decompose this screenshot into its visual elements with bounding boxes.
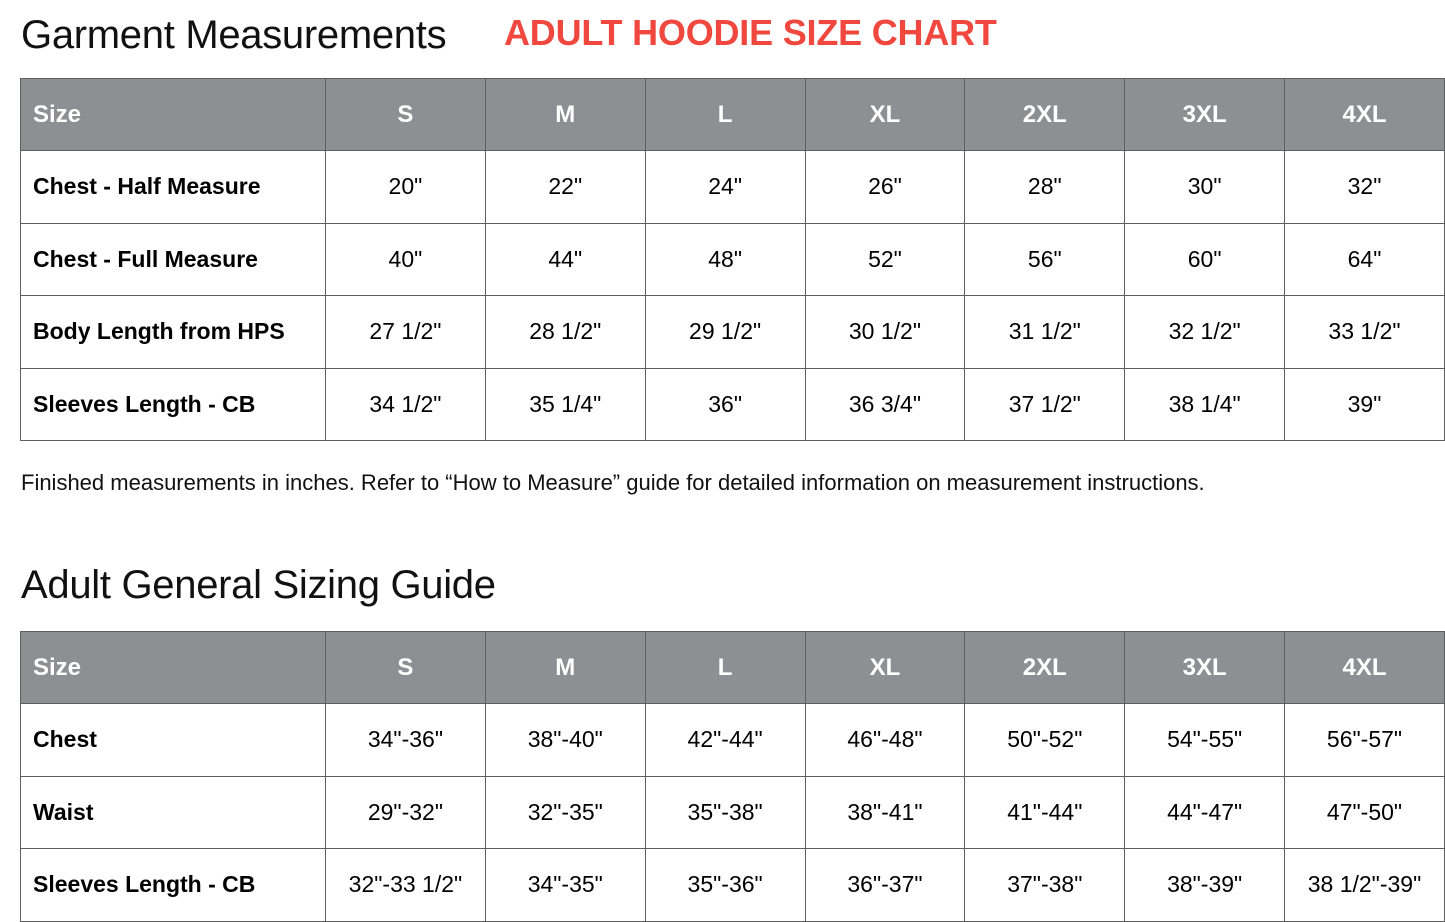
table-cell: 32 1/2" bbox=[1125, 296, 1285, 369]
measurement-footnote: Finished measurements in inches. Refer to “How to Measure” guide for detailed information on measurement instructions. bbox=[21, 470, 1205, 495]
column-header-4xl: 4XL bbox=[1285, 79, 1445, 151]
table-cell: 37"-38" bbox=[965, 849, 1125, 922]
table-header-row bbox=[21, 632, 1445, 704]
column-header-s: S bbox=[326, 632, 486, 704]
table-header-row bbox=[21, 79, 1445, 151]
table-cell: 64" bbox=[1285, 223, 1445, 296]
table-cell: 56" bbox=[965, 223, 1125, 296]
column-header-2xl: 2XL bbox=[965, 632, 1125, 704]
table-cell: 31 1/2" bbox=[965, 296, 1125, 369]
row-label: Sleeves Length - CB bbox=[21, 368, 326, 441]
table-cell: 20" bbox=[326, 151, 486, 224]
table-cell: 40" bbox=[326, 223, 486, 296]
row-label: Waist bbox=[21, 776, 326, 849]
general-sizing-table bbox=[20, 631, 1445, 922]
table-cell: 27 1/2" bbox=[326, 296, 486, 369]
table-cell: 33 1/2" bbox=[1285, 296, 1445, 369]
table-cell: 46"-48" bbox=[805, 704, 965, 777]
table-cell: 60" bbox=[1125, 223, 1285, 296]
column-header-xl: XL bbox=[805, 79, 965, 151]
column-header-l: L bbox=[645, 632, 805, 704]
column-header-size: Size bbox=[21, 632, 326, 704]
column-header-2xl: 2XL bbox=[965, 79, 1125, 151]
table-cell: 36"-37" bbox=[805, 849, 965, 922]
column-header-xl: XL bbox=[805, 632, 965, 704]
table-cell: 26" bbox=[805, 151, 965, 224]
table-row bbox=[21, 849, 1445, 922]
table-cell: 44"-47" bbox=[1125, 776, 1285, 849]
table-cell: 38"-41" bbox=[805, 776, 965, 849]
column-header-l: L bbox=[645, 79, 805, 151]
table-cell: 22" bbox=[485, 151, 645, 224]
table-row bbox=[21, 223, 1445, 296]
table-cell: 29"-32" bbox=[326, 776, 486, 849]
table-cell: 41"-44" bbox=[965, 776, 1125, 849]
table-cell: 50"-52" bbox=[965, 704, 1125, 777]
column-header-4xl: 4XL bbox=[1285, 632, 1445, 704]
table-cell: 44" bbox=[485, 223, 645, 296]
garment-measurements-table bbox=[20, 78, 1445, 441]
column-header-3xl: 3XL bbox=[1125, 79, 1285, 151]
column-header-3xl: 3XL bbox=[1125, 632, 1285, 704]
table-cell: 56"-57" bbox=[1285, 704, 1445, 777]
column-header-size: Size bbox=[21, 79, 326, 151]
general-sizing-heading: Adult General Sizing Guide bbox=[21, 563, 496, 607]
row-label: Chest - Full Measure bbox=[21, 223, 326, 296]
table-cell: 52" bbox=[805, 223, 965, 296]
table-cell: 32"-33 1/2" bbox=[326, 849, 486, 922]
row-label: Chest bbox=[21, 704, 326, 777]
table-cell: 34 1/2" bbox=[326, 368, 486, 441]
table-cell: 47"-50" bbox=[1285, 776, 1445, 849]
table-cell: 36 3/4" bbox=[805, 368, 965, 441]
table-cell: 34"-35" bbox=[485, 849, 645, 922]
table-row bbox=[21, 151, 1445, 224]
size-chart-title: ADULT HOODIE SIZE CHART bbox=[504, 12, 997, 53]
garment-measurements-heading: Garment Measurements bbox=[21, 13, 447, 57]
table-cell: 32"-35" bbox=[485, 776, 645, 849]
table-cell: 35 1/4" bbox=[485, 368, 645, 441]
table-cell: 38 1/2"-39" bbox=[1285, 849, 1445, 922]
row-label: Body Length from HPS bbox=[21, 296, 326, 369]
table-cell: 37 1/2" bbox=[965, 368, 1125, 441]
table-cell: 48" bbox=[645, 223, 805, 296]
table-cell: 36" bbox=[645, 368, 805, 441]
table-cell: 34"-36" bbox=[326, 704, 486, 777]
table-cell: 38"-39" bbox=[1125, 849, 1285, 922]
table-cell: 54"-55" bbox=[1125, 704, 1285, 777]
table-row bbox=[21, 704, 1445, 777]
table-row bbox=[21, 368, 1445, 441]
row-label: Sleeves Length - CB bbox=[21, 849, 326, 922]
table-cell: 28 1/2" bbox=[485, 296, 645, 369]
table-cell: 28" bbox=[965, 151, 1125, 224]
table-cell: 29 1/2" bbox=[645, 296, 805, 369]
table-cell: 30 1/2" bbox=[805, 296, 965, 369]
table-cell: 35"-38" bbox=[645, 776, 805, 849]
table-cell: 38"-40" bbox=[485, 704, 645, 777]
table-cell: 32" bbox=[1285, 151, 1445, 224]
table-cell: 38 1/4" bbox=[1125, 368, 1285, 441]
table-cell: 35"-36" bbox=[645, 849, 805, 922]
table-row bbox=[21, 776, 1445, 849]
column-header-s: S bbox=[326, 79, 486, 151]
column-header-m: M bbox=[485, 632, 645, 704]
table-row bbox=[21, 296, 1445, 369]
row-label: Chest - Half Measure bbox=[21, 151, 326, 224]
table-cell: 24" bbox=[645, 151, 805, 224]
column-header-m: M bbox=[485, 79, 645, 151]
table-cell: 30" bbox=[1125, 151, 1285, 224]
table-cell: 39" bbox=[1285, 368, 1445, 441]
table-cell: 42"-44" bbox=[645, 704, 805, 777]
